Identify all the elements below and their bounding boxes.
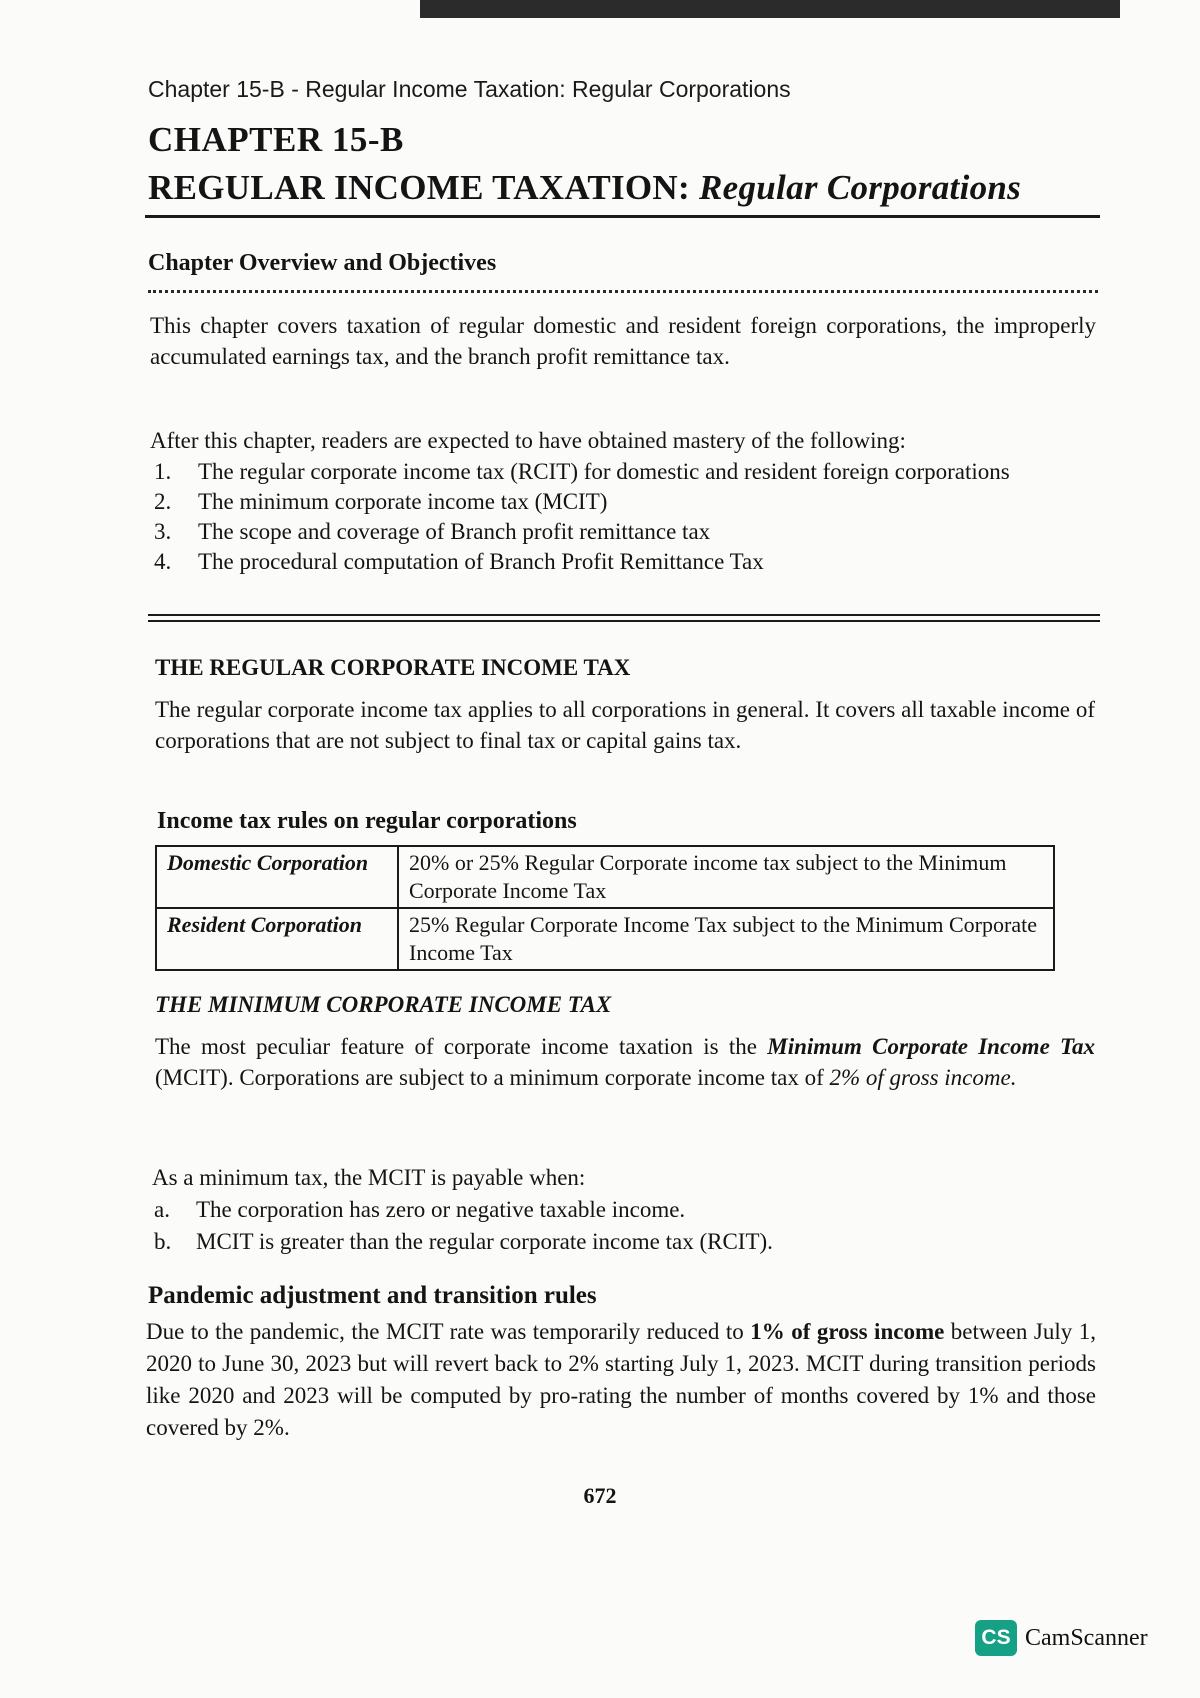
pandemic-text-part2: between July 1, 2020 to June 30, 2023 but will revert back to 2% starting July 1, 2023. MCIT during transition periods like 2020 and 2023 will be computed by pro-rating the number of months covered by 1% and those covered by 2%. — [146, 1319, 1096, 1440]
list-item-text: The corporation has zero or negative taxable income. — [196, 1197, 686, 1222]
table-cell-text: 20% or 25% Regular Corporate income tax subject to the Minimum Corporate Income Tax — [398, 846, 1054, 908]
chapter-number: CHAPTER 15-B — [148, 120, 404, 159]
page-number: 672 — [583, 1483, 617, 1508]
list-item — [150, 1194, 1096, 1226]
table-row — [156, 908, 1054, 970]
mcit-payable-lead: As a minimum tax, the MCIT is payable when: — [152, 1165, 586, 1190]
objectives-lead: After this chapter, readers are expected to have obtained mastery of the following: — [150, 428, 906, 453]
list-item-number: 2. — [154, 489, 172, 514]
running-header: Chapter 15-B - Regular Income Taxation: Regular Corporations — [148, 76, 791, 102]
list-item-letter: b. — [154, 1229, 172, 1254]
list-item-text: MCIT is greater than the regular corporate income tax (RCIT). — [196, 1229, 773, 1254]
list-item-text: The minimum corporate income tax (MCIT) — [198, 489, 608, 514]
list-item-letter: a. — [154, 1197, 170, 1222]
overview-intro: This chapter covers taxation of regular domestic and resident foreign corporations, the improperly accumulated earnings tax, and the branch profit remittance tax. — [150, 313, 1096, 369]
scan-edge-shadow — [420, 0, 1120, 18]
rcit-paragraph: The regular corporate income tax applies to all corporations in general. It covers all taxable income of corporations that are not subject to final tax or capital gains tax. — [155, 697, 1095, 753]
list-item-number: 4. — [154, 549, 172, 574]
list-item-text: The procedural computation of Branch Profit Remittance Tax — [198, 549, 764, 574]
pandemic-paragraph — [146, 1316, 1096, 1444]
list-item — [150, 517, 1096, 547]
camscanner-logo-icon: CS — [975, 1620, 1017, 1656]
rules-table-heading: Income tax rules on regular corporations — [157, 808, 577, 834]
list-item-text: The regular corporate income tax (RCIT) for domestic and resident foreign corporations — [198, 459, 1010, 484]
list-item — [150, 487, 1096, 517]
chapter-title-italic: Regular Corporations — [699, 168, 1022, 207]
mcit-paragraph — [155, 1031, 1095, 1093]
camscanner-watermark — [975, 1620, 1148, 1656]
mcit-heading: THE MINIMUM CORPORATE INCOME TAX — [155, 992, 612, 1017]
list-item-number: 3. — [154, 519, 172, 544]
camscanner-label: CamScanner — [1025, 1624, 1148, 1651]
mcit-text-part2: (MCIT). Corporations are subject to a minimum corporate income tax of — [155, 1065, 830, 1090]
chapter-title — [148, 168, 1021, 208]
objectives-list — [150, 457, 1096, 577]
list-item-number: 1. — [154, 459, 172, 484]
section-double-rule — [148, 614, 1100, 622]
title-rule — [145, 215, 1100, 218]
table-cell-label: Resident Corporation — [156, 908, 398, 970]
mcit-term: Minimum Corporate Income Tax — [767, 1034, 1095, 1059]
rcit-heading: THE REGULAR CORPORATE INCOME TAX — [155, 655, 631, 680]
mcit-rate: 2% of gross income. — [829, 1065, 1017, 1090]
list-item — [150, 457, 1096, 487]
overview-heading: Chapter Overview and Objectives — [148, 250, 497, 276]
list-item — [150, 547, 1096, 577]
table-cell-text: 25% Regular Corporate Income Tax subject to the Minimum Corporate Income Tax — [398, 908, 1054, 970]
list-item-text: The scope and coverage of Branch profit remittance tax — [198, 519, 711, 544]
mcit-conditions-list — [150, 1194, 1096, 1258]
pandemic-rate: 1% of gross income — [750, 1319, 945, 1344]
rules-table — [155, 845, 1055, 971]
pandemic-heading: Pandemic adjustment and transition rules — [148, 1282, 597, 1309]
table-cell-label: Domestic Corporation — [156, 846, 398, 908]
chapter-title-plain: REGULAR INCOME TAXATION: — [148, 168, 700, 207]
list-item — [150, 1226, 1096, 1258]
table-row — [156, 846, 1054, 908]
mcit-text-part1: The most peculiar feature of corporate income taxation is the — [155, 1034, 768, 1059]
dotted-divider — [148, 290, 1098, 293]
pandemic-text-part1: Due to the pandemic, the MCIT rate was temporarily reduced to — [146, 1319, 751, 1344]
